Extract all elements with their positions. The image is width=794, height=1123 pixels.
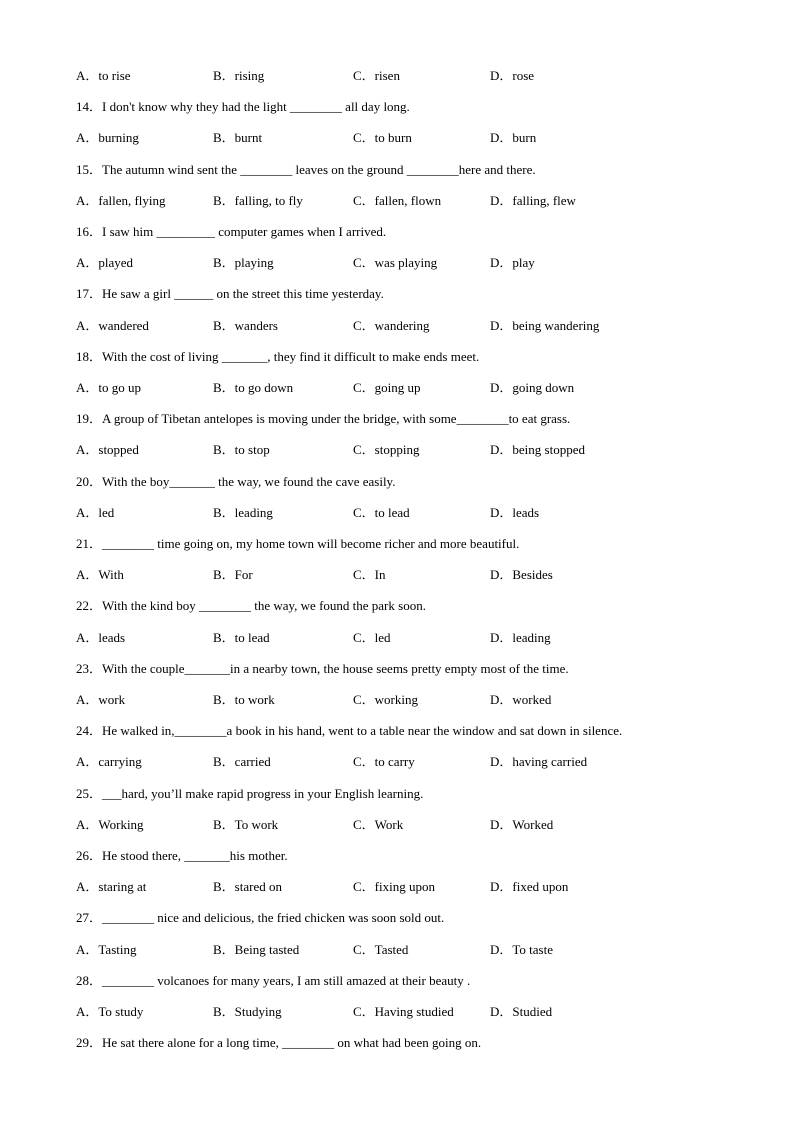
option-a: A．staring at bbox=[76, 879, 147, 895]
option-a: A．wandered bbox=[76, 317, 149, 333]
option-a: A．carrying bbox=[76, 754, 142, 770]
option-c: C．Tasted bbox=[353, 941, 409, 957]
option-c: C．stopping bbox=[353, 442, 420, 458]
answer-options bbox=[76, 503, 754, 523]
option-c: C．risen bbox=[353, 68, 400, 83]
option-b: B．rising bbox=[213, 68, 265, 83]
option-a: A．Working bbox=[76, 816, 144, 832]
question-text: 24．He walked in,________a book in his hand, went to a table near the window and sat down in silence. bbox=[76, 723, 623, 739]
answer-options bbox=[76, 440, 754, 460]
option-a: A．work bbox=[76, 692, 126, 707]
option-a: A．played bbox=[76, 255, 134, 271]
option-d: D．falling, flew bbox=[490, 192, 576, 208]
answer-options bbox=[76, 940, 754, 960]
option-d: D．To taste bbox=[490, 941, 553, 957]
answer-options bbox=[76, 752, 754, 772]
option-a: A．to rise bbox=[76, 68, 131, 83]
question-text: 27．________ nice and delicious, the fried chicken was soon sold out. bbox=[76, 910, 445, 926]
option-a: A．led bbox=[76, 504, 115, 520]
question-text: 23．With the couple_______in a nearby town, the house seems pretty empty most of the time. bbox=[76, 660, 569, 676]
answer-options bbox=[76, 815, 754, 835]
answer-options bbox=[76, 690, 754, 710]
option-c: C．working bbox=[353, 692, 419, 707]
question-text: 21．________ time going on, my home town will become richer and more beautiful. bbox=[76, 536, 520, 551]
option-b: B．wanders bbox=[213, 317, 278, 333]
option-a: A．To study bbox=[76, 1004, 144, 1019]
option-d: D．Besides bbox=[490, 567, 553, 583]
option-b: B．to work bbox=[213, 692, 275, 707]
option-b: B．playing bbox=[213, 255, 274, 271]
option-b: B．to go down bbox=[213, 380, 294, 395]
answer-options bbox=[76, 1002, 754, 1022]
question-text: 18．With the cost of living _______, they find it difficult to make ends meet. bbox=[76, 348, 480, 364]
answer-options bbox=[76, 628, 754, 648]
option-b: B．leading bbox=[213, 504, 273, 520]
answer-options bbox=[76, 66, 754, 86]
option-d: D．being wandering bbox=[490, 317, 600, 333]
answer-options bbox=[76, 877, 754, 897]
option-a: A．fallen, flying bbox=[76, 192, 166, 208]
option-b: B．stared on bbox=[213, 879, 282, 895]
option-c: C．to lead bbox=[353, 504, 410, 520]
option-a: A．burning bbox=[76, 130, 139, 146]
question-text: 22．With the kind boy ________ the way, we found the park soon. bbox=[76, 598, 426, 614]
question-text: 16．I saw him _________ computer games when I arrived. bbox=[76, 224, 387, 239]
question-text: 26．He stood there, _______his mother. bbox=[76, 848, 288, 863]
answer-options bbox=[76, 128, 754, 148]
option-b: B．falling, to fly bbox=[213, 192, 303, 208]
option-c: C．was playing bbox=[353, 255, 438, 271]
option-d: D．Worked bbox=[490, 816, 554, 832]
question-text: 19．A group of Tibetan antelopes is moving under the bridge, with some________to eat grass. bbox=[76, 411, 571, 427]
option-c: C．led bbox=[353, 629, 391, 645]
option-c: C．fallen, flown bbox=[353, 192, 442, 208]
option-b: B．burnt bbox=[213, 130, 263, 146]
option-d: D．having carried bbox=[490, 754, 588, 770]
answer-options bbox=[76, 191, 754, 211]
option-c: C．to carry bbox=[353, 754, 415, 770]
question-text: 17．He saw a girl ______ on the street this time yesterday. bbox=[76, 286, 384, 302]
question-text: 29．He sat there alone for a long time, ________ on what had been going on. bbox=[76, 1035, 482, 1051]
option-d: D．going down bbox=[490, 380, 575, 395]
option-d: D．rose bbox=[490, 68, 535, 83]
question-text: 25．___hard, you’ll make rapid progress in your English learning. bbox=[76, 785, 424, 801]
option-a: A．Tasting bbox=[76, 941, 137, 957]
option-d: D．burn bbox=[490, 130, 537, 146]
option-b: B．carried bbox=[213, 754, 271, 770]
option-d: D．leading bbox=[490, 629, 551, 645]
option-c: C．Having studied bbox=[353, 1004, 454, 1019]
answer-options bbox=[76, 253, 754, 273]
option-c: C．fixing upon bbox=[353, 879, 435, 895]
option-d: D．being stopped bbox=[490, 442, 585, 458]
option-a: A．to go up bbox=[76, 380, 142, 395]
option-b: B．Studying bbox=[213, 1004, 282, 1019]
option-a: A．leads bbox=[76, 629, 126, 645]
question-text: 28．________ volcanoes for many years, I am still amazed at their beauty . bbox=[76, 972, 471, 988]
option-c: C．In bbox=[353, 567, 386, 583]
option-b: B．For bbox=[213, 567, 253, 583]
option-c: C．to burn bbox=[353, 130, 412, 146]
option-d: D．leads bbox=[490, 504, 540, 520]
answer-options bbox=[76, 565, 754, 585]
option-c: C．going up bbox=[353, 380, 421, 395]
question-text: 15．The autumn wind sent the ________ leaves on the ground ________here and there. bbox=[76, 161, 536, 177]
option-d: D．play bbox=[490, 255, 535, 271]
option-a: A．stopped bbox=[76, 442, 139, 458]
option-b: B．To work bbox=[213, 816, 279, 832]
option-b: B．to lead bbox=[213, 629, 270, 645]
option-b: B．Being tasted bbox=[213, 941, 300, 957]
answer-options bbox=[76, 316, 754, 336]
option-b: B．to stop bbox=[213, 442, 270, 458]
option-a: A．With bbox=[76, 567, 124, 583]
option-c: C．Work bbox=[353, 816, 404, 832]
question-text: 20．With the boy_______ the way, we found the cave easily. bbox=[76, 473, 396, 489]
answer-options bbox=[76, 378, 754, 398]
option-c: C．wandering bbox=[353, 317, 430, 333]
option-d: D．Studied bbox=[490, 1004, 553, 1019]
question-text: 14．I don't know why they had the light ________ all day long. bbox=[76, 99, 410, 115]
option-d: D．worked bbox=[490, 692, 552, 707]
option-d: D．fixed upon bbox=[490, 879, 569, 895]
